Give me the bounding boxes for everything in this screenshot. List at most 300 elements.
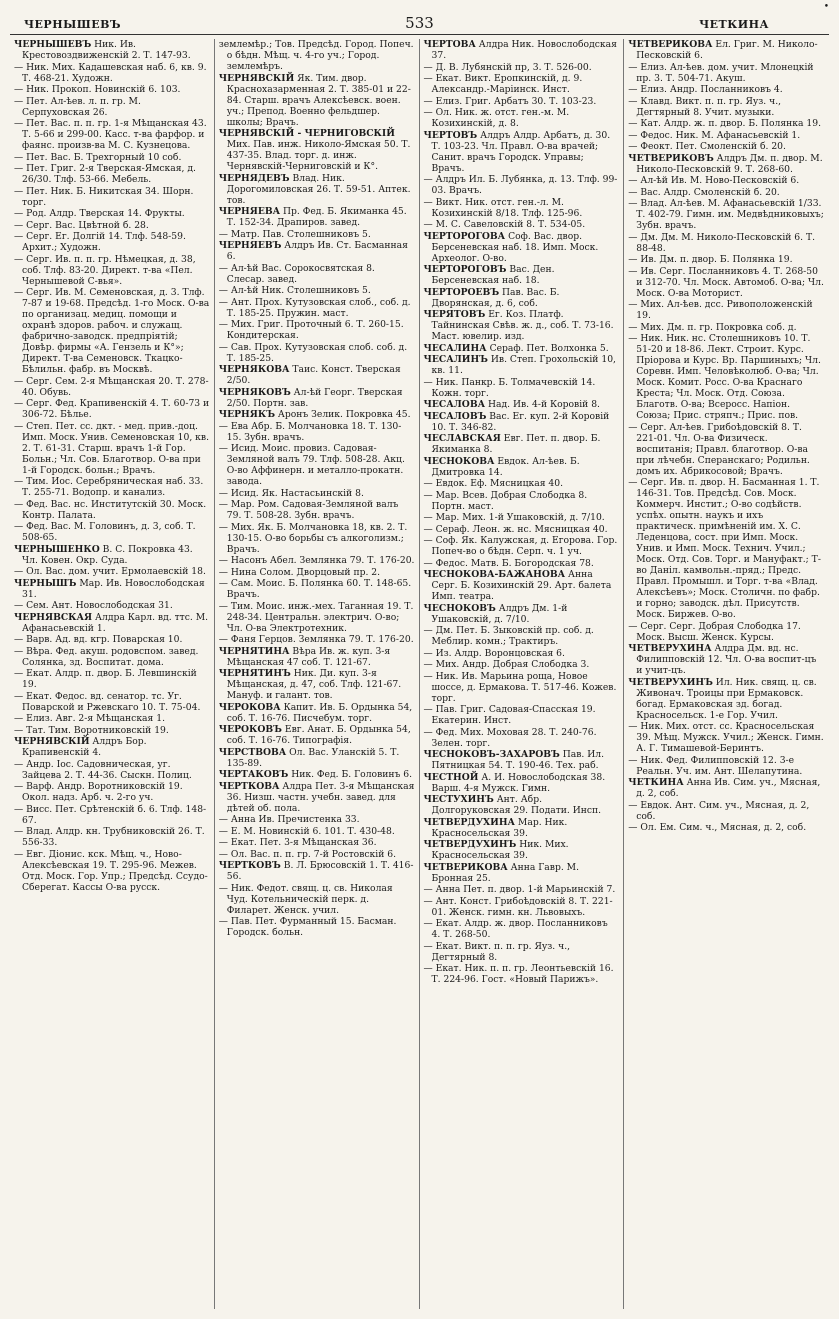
page-number: 533 bbox=[405, 14, 434, 32]
directory-entry bbox=[424, 648, 620, 659]
entry-details: Вас. Ден. Берсеневская наб. 18. bbox=[431, 264, 555, 286]
entry-surname: ЧЕРТКОВЪ bbox=[218, 860, 281, 871]
directory-entry bbox=[219, 229, 415, 240]
entry-details: Сераф. Пет. Волхонка 5. bbox=[486, 342, 609, 354]
entry-details: — Мих. Андр. Добрая Слободка 3. bbox=[423, 659, 590, 670]
entry-surname: ЧЕТВЕРУХИНА bbox=[628, 643, 712, 654]
entry-details: — Ив. Дм. п. двор. Б. Полянка 19. bbox=[628, 254, 793, 265]
directory-entry bbox=[424, 62, 620, 73]
entry-surname: ЧЕРНЯВСКІЙ bbox=[218, 72, 295, 84]
entry-details: — Ева Абр. Б. Молчановка 18. Т. 130-15. Зубн. врачъ. bbox=[218, 420, 402, 443]
entry-details: — Степ. Пет. сс. дкт. - мед. прив.-доц. Имп. Моск. Унив. Семеновская 10, кв. 2. Т. 61-31. Старш. врачъ 1-й Гор. Больн.; Чл. Сов. Благотвор. О-ва при 1-й Городск. больн.; Врачъ. bbox=[14, 420, 210, 476]
entry-surname: ЧЕРНЫШЕВЪ bbox=[14, 39, 92, 50]
entry-details: — Серг. Вас. Цвѣтной б. 28. bbox=[14, 219, 149, 231]
entry-surname: ЧЕРЯТОВЪ bbox=[423, 309, 486, 320]
directory-entry bbox=[424, 884, 620, 895]
directory-entry bbox=[14, 781, 210, 803]
directory-entry bbox=[628, 96, 825, 118]
directory-entry bbox=[628, 800, 825, 822]
entry-details: Вас. Ег. куп. 2-й Коровій 10. Т. 346-82. bbox=[431, 410, 610, 433]
directory-entry bbox=[219, 319, 415, 341]
directory-entry bbox=[219, 263, 415, 285]
entry-details: — Анна Ив. Пречистенка 33. bbox=[218, 814, 360, 825]
entry-details: — Ник. Федот. свящ. ц. св. Николая Чуд. Котельническій перк. д. Филарет. Женск. учил. bbox=[218, 882, 393, 916]
entry-details: — Фед. Вас. М. Головинъ, д. 3, соб. Т. 508-65. bbox=[14, 521, 196, 543]
directory-entry bbox=[628, 153, 825, 175]
directory-entry bbox=[14, 668, 210, 690]
directory-entry bbox=[628, 62, 825, 84]
entry-details: — Ант. Конст. Грибоѣдовскій 8. Т. 221-01. Женск. гимн. кн. Львовыхъ. bbox=[423, 895, 613, 918]
directory-entry bbox=[14, 736, 210, 758]
entry-details: Ив. Степ. Грохольскій 10, кв. 11. bbox=[431, 354, 616, 376]
entry-details: — Елиз. Андр. Посланниковъ 4. bbox=[628, 84, 783, 95]
entry-surname: ЧЕРСТВОВА bbox=[218, 746, 287, 758]
directory-entry bbox=[14, 713, 210, 724]
entry-surname: ЧЕРТОВА bbox=[423, 39, 476, 50]
directory-entry bbox=[14, 84, 210, 95]
entry-details: — Серг. Ег. Долгій 14. Тлф. 548-59. Архит.; Художн. bbox=[14, 231, 186, 253]
directory-entry bbox=[219, 747, 415, 769]
entry-details: — Род. Алдр. Тверская 14. Фрукты. bbox=[14, 208, 185, 219]
entry-details: — Федос. Матв. Б. Богородская 78. bbox=[423, 557, 594, 569]
entry-details: — Тим. Моис. инж.-мех. Таганная 19. Т. 248-34. Центральн. электрич. О-во; Чл. О-ва Электротехник. bbox=[218, 600, 414, 634]
entry-details: — Алдръ Ил. Б. Лубянка, д. 13. Тлф. 99-03. Врачъ. bbox=[423, 174, 618, 196]
entry-surname: ЧЕСЛАВСКАЯ bbox=[423, 433, 501, 444]
column-3 bbox=[420, 39, 625, 1309]
directory-entry bbox=[424, 727, 620, 749]
entry-surname: ЧЕСАЛИНА bbox=[423, 342, 487, 354]
directory-entry bbox=[424, 411, 620, 433]
directory-entry bbox=[424, 478, 620, 489]
columns bbox=[10, 39, 829, 1309]
directory-entry bbox=[424, 197, 620, 219]
entry-details: — Ал-ѣй Ник. Столешниковъ 5. bbox=[218, 285, 371, 296]
entry-details: — Ол. Вас. дом. учит. Ермолаевскій 18. bbox=[14, 566, 206, 577]
directory-entry bbox=[14, 600, 210, 611]
directory-entry bbox=[14, 186, 210, 208]
entry-details: Ег. Коз. Платф. Тайнинская Свѣв. ж. д., соб. Т. 73-16. Маст. ювелир. изд. bbox=[431, 309, 614, 342]
entry-details: Алдра Ник. Новослободская 37. bbox=[431, 39, 617, 61]
directory-entry bbox=[424, 794, 620, 816]
directory-entry bbox=[14, 646, 210, 668]
entry-details: — Серг. Ив. п. двор. Н. Басманная 1. Т. 146-31. Тов. Предсѣд. Сов. Моск. Коммерч. Инстит.; О-во содѣйств. успѣх. опытн. наукъ и ихъ практическ. примѣненій им. Х. С. Леденцова, сост. при Имп. Моск. Унив. и Имп. Моск. Технич. Учил.; Моск. Отд. Сов. Торг. и Мануфакт.; Т-во Даніл. камвольн.-пряд.; Предс. Правл. Промышл. и Торг. т-ва «Влад. Алексѣевъ»; Моск. Столичн. по фабр. и горно; заводск. дѣл. Присутств. Моск. Биржев. О-во. bbox=[628, 477, 821, 620]
entry-details: Пр. Фед. Б. Якиманка 45. Т. 152-34. Драпиров. завед. bbox=[226, 206, 407, 228]
entry-details: Соф. Вас. двор. Берсеневская наб. 18. Имп. Моск. Археолог. О-во. bbox=[431, 230, 599, 264]
entry-details: — Сам. Моис. Б. Полянка 60. Т. 148-65. Врачъ. bbox=[218, 578, 412, 600]
directory-entry bbox=[424, 39, 620, 61]
entry-details: — Влад. Алдр. кн. Трубниковскій 26. Т. 556-33. bbox=[14, 826, 205, 848]
entry-details: — Е. М. Новинскій 6. 101. Т. 430-48. bbox=[218, 825, 395, 837]
entry-surname: ЧЕСАЛИНЪ bbox=[423, 354, 488, 365]
directory-entry bbox=[219, 364, 415, 386]
entry-surname: ЧЕСНОКОВА-БАЖАНОВА bbox=[423, 569, 566, 580]
entry-details: Мих. Пав. инж. Николо-Ямская 50. Т. 437-35. Влад. торг. д. инж. Чернявскій-Черниговскій и К°. bbox=[226, 139, 411, 172]
entry-details: — Варв. Ад. вд. кгр. Поварская 10. bbox=[14, 634, 183, 645]
entry-details: — Пет. Вас. п. п. гр. 1-я Мѣщанская 43. Т. 5-66 и 299-00. Касс. т-ва фарфор. и фаянс. произв-ва М. С. Кузнецова. bbox=[14, 118, 207, 151]
entry-details: — Евдок. Ант. Сим. уч., Мясная, д. 2, соб. bbox=[628, 799, 810, 822]
directory-entry bbox=[14, 421, 210, 476]
directory-entry bbox=[628, 755, 825, 777]
entry-details: — Влад. Ал-ѣев. М. Афанасьевскій 1/33. Т. 402-79. Гимн. им. Медвѣдниковыхъ; Зубн. врачъ. bbox=[628, 198, 824, 231]
entry-details: Евг. Пет. п. двор. Б. Якиманка 8. bbox=[431, 433, 601, 455]
entry-details: Ал-ѣй Георг. Тверская 2/50. Портн. зав. bbox=[226, 386, 403, 409]
entry-details: — Викт. Ник. отст. ген.-л. М. Козихинскій 8/18. Тлф. 125-96. bbox=[423, 196, 583, 219]
entry-details: — Елиз. Авг. 2-я Мѣщанская 1. bbox=[14, 713, 166, 724]
entry-details: Ник. Ив. Крестовоздвиженскій 2. Т. 147-93. bbox=[22, 39, 191, 61]
directory-entry bbox=[424, 524, 620, 535]
entry-details: — Клавд. Викт. п. п. гр. Яуз. ч., Дегтярный 8. Учит. музыки. bbox=[628, 95, 782, 118]
directory-entry bbox=[424, 862, 620, 884]
directory-entry bbox=[219, 387, 415, 409]
directory-entry bbox=[424, 941, 620, 963]
directory-entry bbox=[628, 266, 825, 299]
directory-entry bbox=[424, 918, 620, 940]
entry-details: Мар. Ив. Новослободская 31. bbox=[22, 577, 205, 600]
entry-details: — Екат. Алдр. ж. двор. Посланниковъ 4. Т. 268-50. bbox=[423, 918, 608, 940]
directory-entry bbox=[424, 704, 620, 726]
entry-details: Мар. Ник. Красносельская 39. bbox=[431, 816, 568, 839]
entry-details: — Федос. Ник. М. Афанасьевскій 1. bbox=[628, 129, 801, 141]
directory-entry bbox=[219, 826, 415, 837]
entry-details: — Ант. Прох. Кутузовская слоб., соб. д. Т. 185-25. Пружин. маст. bbox=[218, 296, 411, 319]
entry-details: — Елиз. Григ. Арбатъ 30. Т. 103-23. bbox=[423, 95, 597, 107]
entry-details: Аронъ Зелик. Покровка 45. bbox=[274, 409, 411, 420]
entry-surname: ЧЕТВЕРИКОВЪ bbox=[628, 152, 714, 164]
directory-entry bbox=[14, 39, 210, 61]
entry-details: Як. Тим. двор. Краснохазарменная 2. Т. 385-01 и 22-84. Старш. врачъ Алексѣевск. воен. уч.; Препод. Военно фельдшер. школы; Врачъ. bbox=[226, 72, 411, 128]
directory-entry bbox=[424, 839, 620, 861]
entry-details: Ил. Ник. свящ. ц. св. Живонач. Троицы при Ермаковск. богад. Ермаковская зд. богад. Красносельск. 1-е Гор. Учил. bbox=[636, 676, 817, 721]
entry-details: Ол. Вас. Уланскій 5. Т. 135-89. bbox=[226, 746, 400, 769]
entry-details: Ник. Фед. Б. Головинъ 6. bbox=[288, 769, 413, 780]
directory-entry bbox=[628, 477, 825, 620]
directory-entry bbox=[219, 849, 415, 860]
entry-details: Анна Ив. Сим. уч., Мясная, д. 2, соб. bbox=[636, 777, 821, 799]
directory-entry bbox=[628, 198, 825, 231]
entry-details: — Соф. Як. Калужская, д. Егорова. Гор. Попеч-во о бѣдн. Серп. ч. 1 уч. bbox=[423, 535, 618, 557]
header-right-name: ЧЕТКИНА bbox=[699, 18, 769, 31]
entry-details: Евдок. Ал-ѣев. Б. Дмитровка 14. bbox=[431, 455, 580, 478]
directory-entry bbox=[424, 264, 620, 286]
entry-surname: ЧЕРТОВЪ bbox=[423, 129, 478, 141]
entry-details: — Ол. Ем. Сим. ч., Мясная, д. 2, соб. bbox=[628, 822, 807, 833]
directory-entry bbox=[14, 759, 210, 781]
entry-details: Анна Гавр. М. Бронная 25. bbox=[431, 861, 580, 884]
directory-entry bbox=[219, 668, 415, 701]
entry-details: — Ник. Мих. Кадашевская наб. 6, кв. 9. Т. 468-21. Художн. bbox=[14, 61, 207, 84]
entry-details: — Мих. Дм. п. гр. Покровка соб. д. bbox=[628, 321, 797, 333]
directory-entry bbox=[14, 521, 210, 543]
entry-details: Ел. Григ. М. Николо-Песковскій 6. bbox=[636, 39, 818, 61]
directory-entry bbox=[14, 220, 210, 231]
entry-details: — Серг. Ал-ѣев. Грибоѣдовскій 8. Т. 221-01. Чл. О-ва Физическ. воспитанія; Правл. благотвор. О-ва при лѣчебн. Сперанскаго; Родильн. домъ их. Абрикосовой; Врачъ. bbox=[628, 421, 810, 477]
directory-entry bbox=[628, 118, 825, 129]
directory-entry bbox=[628, 333, 825, 421]
directory-entry bbox=[14, 612, 210, 634]
directory-entry bbox=[219, 567, 415, 578]
directory-entry bbox=[219, 837, 415, 848]
entry-details: — Ник. Ник. нс. Столешниковъ 10. Т. 51-20 и 18-86. Лект. Строит. Курс. Пріорова и Курс. Вр. Паршиныхъ; Чл. Соревн. Имп. Человѣколюб. О-ва; Чл. Моск. Комит. Росс. О-ва Краснаго Креста; Чл. Моск. Отд. Союза. Благотв. О-ва; Всеросс. Напіон. Союза; Прис. стряпч.; Прис. пов. bbox=[628, 333, 821, 421]
entry-details: — Д. В. Лубянскій пр, 3. Т. 526-00. bbox=[423, 61, 592, 73]
entry-surname: ЧЕТВЕРДУХИНЪ bbox=[423, 839, 517, 850]
directory-entry bbox=[14, 849, 210, 893]
directory-entry bbox=[424, 535, 620, 557]
entry-details: — Серг. Ив. М. Семеновская, д. 3. Тлф. 7-87 и 19-68. Предсѣд. 1-го Моск. О-ва по организац. медиц. помощи и охранѣ здоров. рабоч. и служащ. фабрично-заводск. предпріятій; Довѣр. фирмы «А. Гензель и К°»; Директ. Т-ва Семеновск. Ткацко-Бѣлильн. фабр. въ Москвѣ. bbox=[14, 287, 210, 375]
directory-entry bbox=[14, 691, 210, 713]
directory-entry bbox=[219, 240, 415, 262]
directory-entry bbox=[424, 456, 620, 478]
entry-details: — Екат. Пет. 3-я Мѣщанская 36. bbox=[218, 837, 377, 848]
entry-surname: ЧЕРНЯКОВА bbox=[218, 364, 290, 375]
entry-details: — Исид. Моис. провиз. Садовая-Земляной валъ 79. Тлф. 508-28. Акц. О-во Аффинерн. и металло-прокатн. завода. bbox=[218, 443, 405, 487]
directory-entry bbox=[628, 187, 825, 198]
directory-entry bbox=[424, 671, 620, 704]
directory-entry bbox=[628, 677, 825, 721]
directory-entry bbox=[219, 724, 415, 746]
entry-details: — Анна Пет. п. двор. 1-й Марьинскій 7. bbox=[423, 884, 616, 895]
directory-entry bbox=[219, 646, 415, 668]
directory-entry bbox=[628, 621, 825, 643]
directory-entry bbox=[424, 749, 620, 771]
entry-details: — Ник. Панкр. Б. Толмачевскій 14. Кожн. торг. bbox=[423, 376, 596, 399]
entry-surname: ЧЕТКИНА bbox=[628, 777, 684, 788]
directory-entry bbox=[14, 544, 210, 566]
entry-surname: ЧЕСАЛОВА bbox=[423, 399, 486, 410]
entry-details: — Матр. Пав. Столешниковъ 5. bbox=[218, 228, 371, 240]
entry-details: Евг. Анат. Б. Ордынка 54, соб. Т. 16-76. Типографія. bbox=[226, 724, 411, 746]
entry-details: — Серг. Сем. 2-я Мѣщанская 20. Т. 278-40. Обувь. bbox=[14, 375, 209, 398]
entry-details: — Ал-ѣй Ив. М. Ново-Песковскій 6. bbox=[628, 175, 800, 186]
directory-entry bbox=[219, 285, 415, 296]
entry-surname: ЧЕРТАКОВЪ bbox=[218, 769, 289, 780]
directory-entry bbox=[628, 721, 825, 754]
directory-entry bbox=[628, 322, 825, 333]
entry-details: — Евдок. Еф. Мясницкая 40. bbox=[423, 478, 564, 489]
directory-entry bbox=[424, 231, 620, 264]
directory-entry bbox=[628, 130, 825, 141]
entry-surname: ЧЕСТНОЙ bbox=[423, 771, 479, 783]
directory-entry bbox=[424, 433, 620, 455]
directory-entry bbox=[14, 725, 210, 736]
entry-details: — Андр. Іос. Садовническая, уг. Зайцева 2. Т. 44-36. Сыскн. Полиц. bbox=[14, 758, 192, 781]
entry-surname: ЧЕСАЛОВЪ bbox=[423, 410, 487, 422]
entry-details: — Мар. Ром. Садовая-Земляной валъ 79. Т. 508-28. Зубн. врачъ. bbox=[218, 499, 399, 521]
directory-entry bbox=[219, 73, 415, 128]
entry-details: — Кат. Алдр. ж. п. двор. Б. Полянка 19. bbox=[628, 118, 822, 129]
directory-entry bbox=[424, 558, 620, 569]
entry-details: — Тим. Иос. Серебряническая наб. 33. Т. 255-71. Водопр. и канализ. bbox=[14, 476, 204, 498]
entry-surname: ЧЕТВЕРИКОВА bbox=[423, 861, 508, 873]
entry-details: Над. Ив. 4-й Коровій 8. bbox=[485, 399, 600, 410]
directory-entry bbox=[424, 219, 620, 230]
entry-details: — Ол. Вас. п. п. гр. 7-й Ростовскій 6. bbox=[218, 848, 397, 860]
directory-entry bbox=[14, 118, 210, 151]
entry-details: — Мих. Ал-ѣев. дсс. Ривоположенскій 19. bbox=[628, 299, 813, 321]
directory-entry bbox=[219, 781, 415, 814]
entry-details: — Екат. Алдр. п. двор. Б. Левшинскій 19. bbox=[14, 668, 197, 690]
entry-surname: ЧЕТВЕРДУХИНА bbox=[423, 816, 516, 828]
directory-entry bbox=[628, 175, 825, 186]
entry-details: — Серг. Ив. п. п. гр. Нѣмецкая, д. 38, соб. Тлф. 83-20. Директ. т-ва «Пел. Чернышевой С-вья». bbox=[14, 253, 196, 287]
entry-details: В. Л. Брюсовскій 1. Т. 416-56. bbox=[226, 860, 414, 882]
entry-details: — Мих. Як. Б. Молчановка 18, кв. 2. Т. 130-15. О-во борьбы съ алкоголизм.; Врачъ. bbox=[218, 521, 408, 555]
entry-surname: ЧЕРНЫШЪ bbox=[14, 577, 77, 589]
directory-entry bbox=[628, 254, 825, 265]
entry-details: — Феокт. Пет. Смоленскій б. 20. bbox=[628, 141, 786, 152]
entry-surname: ЧЕРНЫШЕНКО bbox=[14, 543, 100, 555]
directory-entry bbox=[14, 163, 210, 185]
directory-entry bbox=[424, 490, 620, 512]
directory-entry bbox=[14, 499, 210, 521]
entry-details: — М. С. Савеловскій 8. Т. 534-05. bbox=[423, 219, 586, 230]
entry-surname: ЧЕСТУХИНЪ bbox=[423, 794, 494, 805]
directory-entry bbox=[219, 601, 415, 634]
entry-details: — Пет. Вас. Б. Трехгорный 10 соб. bbox=[14, 151, 182, 163]
directory-entry bbox=[14, 634, 210, 645]
entry-details: Ант. Абр. Долгоруковская 29. Подати. Инсп. bbox=[431, 794, 602, 816]
entry-surname: ЧЕТВЕРИКОВА bbox=[628, 39, 713, 50]
entry-surname: ЧЕРОКОВЪ bbox=[218, 724, 282, 735]
directory-entry bbox=[14, 578, 210, 600]
entry-surname: ЧЕРНЯКЪ bbox=[218, 409, 275, 420]
entry-details: Алдра Дм. вд. нс. Филипповскій 12. Чл. О-ва воспит-цъ и учит-цъ. bbox=[636, 643, 817, 676]
entry-details: — Ив. Серг. Посланниковъ 4. Т. 268-50 и 312-70. Чл. Моск. Автомоб. О-ва; Чл. Моск. О-ва Моторист. bbox=[628, 265, 824, 299]
directory-entry bbox=[219, 916, 415, 938]
entry-surname: ЧЕРНЯТИНЪ bbox=[218, 668, 291, 679]
directory-entry bbox=[219, 128, 415, 172]
entry-surname: ЧЕРНЯВСКАЯ bbox=[14, 611, 93, 623]
entry-surname: ЧЕРНЯЕВЪ bbox=[218, 240, 282, 251]
entry-details: — Ал-ѣй Вас. Сорокосвятская 8. Слесар. завед. bbox=[218, 262, 375, 285]
entry-details: — Дм. Пет. Б. Зыковскій пр. соб. д. Меблир. комн.; Трактиръ. bbox=[423, 625, 594, 647]
entry-details: — Сав. Прох. Кутузовская слоб. соб. д. Т. 185-25. bbox=[218, 341, 408, 364]
directory-entry bbox=[219, 39, 415, 72]
directory-entry bbox=[424, 512, 620, 523]
entry-details: — Сераф. Леон. ж. нс. Мясницкая 40. bbox=[423, 523, 608, 535]
entry-details: — Ник. Фед. Филипповскій 12. 3-е Реальн. Уч. им. Ант. Шелапутина. bbox=[628, 754, 803, 777]
column-4 bbox=[624, 39, 829, 1309]
directory-entry bbox=[14, 566, 210, 577]
entry-details: — Мих. Григ. Проточный 6. Т. 260-15. Кондитерская. bbox=[218, 319, 404, 341]
entry-surname: ЧЕРНЯВСКІЙ bbox=[14, 736, 90, 747]
entry-surname: ЧЕРНЯВСКІЙ - ЧЕРНИГОВСКІЙ bbox=[218, 128, 395, 139]
directory-entry bbox=[219, 206, 415, 228]
column-1 bbox=[10, 39, 215, 1309]
directory-entry bbox=[424, 96, 620, 107]
entry-details: Алдръ Ив. Ст. Басманная 6. bbox=[226, 240, 408, 262]
header-left-name: ЧЕРНЫШЕВЪ bbox=[24, 18, 121, 31]
entry-surname: ЧЕРТОРОГОВЪ bbox=[423, 264, 507, 275]
directory-entry bbox=[14, 376, 210, 398]
entry-surname: ЧЕСНОКОВА bbox=[423, 455, 495, 467]
entry-surname: ЧЕРНЯДЕВЪ bbox=[218, 172, 290, 184]
directory-entry bbox=[424, 309, 620, 342]
directory-entry bbox=[219, 860, 415, 882]
directory-entry bbox=[14, 231, 210, 253]
entry-details: — Варф. Андр. Воротниковскій 19. Окол. надз. Арб. ч. 2-го уч. bbox=[14, 781, 183, 803]
entry-details: — Пав. Григ. Садовая-Спасская 19. Екатерин. Инст. bbox=[423, 704, 596, 726]
directory-entry bbox=[424, 963, 620, 985]
entry-details: — Нина Солом. Дворцовый пр. 2. bbox=[218, 566, 381, 578]
entry-details: — Дм. Дм. М. Николо-Песковскій 6. Т. 88-48. bbox=[628, 231, 816, 254]
directory-entry bbox=[219, 409, 415, 420]
directory-entry bbox=[219, 814, 415, 825]
entry-details: Вѣра Ив. ж. куп. 3-я Мѣщанская 47 соб. Т. 121-67. bbox=[226, 645, 391, 668]
entry-details: — Из. Алдр. Воронцовская 6. bbox=[423, 647, 565, 659]
directory-entry bbox=[424, 73, 620, 95]
entry-surname: ЧЕРНЯКОВЪ bbox=[218, 386, 291, 398]
entry-surname: ЧЕРНЯТИНА bbox=[218, 645, 290, 657]
directory-entry bbox=[424, 603, 620, 625]
entry-details: Капит. Ив. Б. Ордынка 54, соб. Т. 16-76. Писчебум. торг. bbox=[226, 701, 413, 724]
entry-surname: ЧЕСНОКОВЪ-ЗАХАРОВЪ bbox=[423, 749, 560, 760]
directory-entry bbox=[14, 398, 210, 420]
page-header bbox=[10, 8, 829, 35]
directory-entry bbox=[14, 804, 210, 826]
entry-details: — Ник. Мих. отст. сс. Красносельская 39. Мѣщ. Мужск. Учил.; Женск. Гимн. А. Г. Тимашевой-Беринтъ. bbox=[628, 721, 824, 754]
entry-details: — Ник. Ив. Марьина роща, Новое шоссе, д. Ермакова. Т. 517-46. Кожев. торг. bbox=[423, 670, 617, 704]
entry-details: — Висс. Пет. Срѣтенскій б. 6. Тлф. 148-67. bbox=[14, 803, 207, 826]
directory-entry bbox=[219, 443, 415, 487]
directory-entry bbox=[219, 702, 415, 724]
entry-surname: ЧЕСНОКОВЪ bbox=[423, 602, 496, 614]
entry-details: Пав. Ил. Пятницкая 54. Т. 190-46. Тех. раб. bbox=[431, 749, 605, 771]
directory-entry bbox=[628, 422, 825, 477]
directory-entry bbox=[628, 141, 825, 152]
directory-entry bbox=[424, 625, 620, 647]
entry-details: — Исид. Як. Настасьинскій 8. bbox=[218, 487, 364, 499]
entry-details: В. С. Покровка 43. Чл. Ковен. Окр. Суда. bbox=[22, 543, 193, 566]
entry-details: Ник. Ди. куп. 3-я Мѣщанская, д. 47, соб. Тлф. 121-67. Мануф. и галант. тов. bbox=[226, 668, 402, 701]
directory-entry bbox=[14, 96, 210, 118]
entry-details: — Пет. Ал-ѣев. л. п. гр. М. Серпуховская 26. bbox=[14, 95, 141, 118]
directory-entry bbox=[219, 883, 415, 916]
entry-details: — Пав. Пет. Фурманный 15. Басман. Городск. больн. bbox=[218, 916, 397, 938]
entry-details: Анна Серг. Б. Козихинскій 29. Арт. балета Имп. театра. bbox=[431, 569, 612, 602]
entry-details: — Екат. Федос. вд. сенатор. тс. Уг. Поварской и Ржевскаго 10. Т. 75-04. bbox=[14, 690, 201, 713]
entry-details: — Евг. Діонис. кск. Мѣщ. ч., Ново-Алексѣевская 19. Т. 295-96. Межев. Отд. Моск. Гор. Упр.; Предсѣд. Ссудо-Сберегат. Кассы О-ва русск. bbox=[14, 848, 208, 893]
entry-details: — Вѣра. Фед. акуш. родовспом. завед. Солянка, зд. Воспитат. дома. bbox=[14, 645, 199, 668]
entry-details: — Вас. Алдр. Смоленскій б. 20. bbox=[628, 186, 780, 198]
directory-entry bbox=[424, 659, 620, 670]
directory-entry bbox=[219, 173, 415, 206]
directory-entry bbox=[424, 399, 620, 410]
entry-details: — Фаня Герцов. Землянка 79. Т. 176-20. bbox=[218, 634, 414, 645]
directory-entry bbox=[424, 896, 620, 918]
directory-entry bbox=[219, 499, 415, 521]
directory-entry bbox=[219, 522, 415, 555]
column-2 bbox=[215, 39, 420, 1309]
entry-details: — Пет. Григ. 2-я Тверская-Ямская, д. 26/30. Тлф. 53-66. Мебель. bbox=[14, 163, 196, 185]
entry-details: — Пет. Ник. Б. Никитская 34. Шорн. торг. bbox=[14, 185, 194, 208]
directory-entry bbox=[14, 287, 210, 375]
directory-entry bbox=[14, 254, 210, 287]
entry-surname: ЧЕРТКОВА bbox=[218, 780, 280, 792]
directory-entry bbox=[424, 377, 620, 399]
directory-entry bbox=[219, 488, 415, 499]
directory-entry bbox=[219, 634, 415, 645]
entry-details: — Ол. Ник. ж. отст. ген.-м. М. Козихинскій, д. 8. bbox=[423, 107, 570, 129]
directory-entry bbox=[628, 822, 825, 833]
entry-details: Влад. Ник. Дорогомиловская 26. Т. 59-51. Аптек. тов. bbox=[226, 172, 411, 206]
entry-details: — Ник. Прокоп. Новинскій 6. 103. bbox=[14, 84, 181, 95]
entry-details: Алдръ Дм. п. двор. М. Николо-Песковскій 9. Т. 268-60. bbox=[636, 152, 823, 175]
entry-details: — Серг. Фед. Крапивенскій 4. Т. 60-73 и 306-72. Бѣлье. bbox=[14, 398, 210, 420]
directory-entry bbox=[219, 421, 415, 443]
entry-details: Пав. Вас. Б. Дворянская, д. 6, соб. bbox=[431, 286, 560, 309]
directory-entry bbox=[424, 287, 620, 309]
directory-entry bbox=[424, 817, 620, 839]
